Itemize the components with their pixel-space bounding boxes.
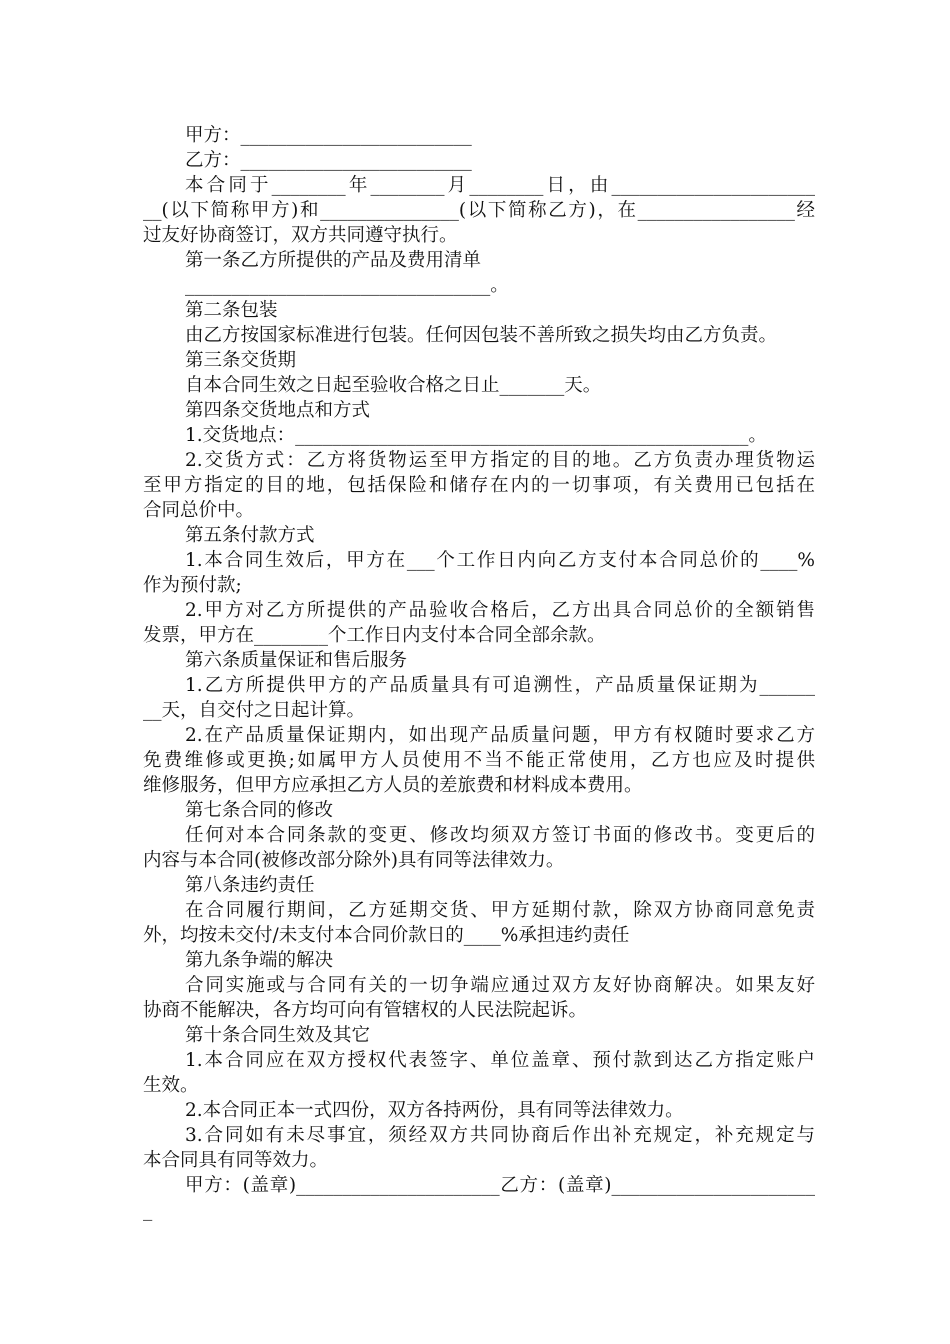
document-line: 内容与本合同(被修改部分除外)具有同等法律效力。: [143, 850, 565, 871]
document-line: 过友好协商签订，双方共同遵守执行。: [143, 225, 458, 246]
document-line: 合同实施或与合同有关的一切争端应通过双方友好协商解决。如果友好: [185, 975, 815, 996]
document-line: 第六条质量保证和售后服务: [185, 650, 408, 671]
document-line: __天，自交付之日起计算。: [143, 700, 366, 721]
document-line: 甲方：(盖章)______________________乙方：(盖章)______________________: [185, 1175, 815, 1196]
document-line: 本合同于________年________月________日，由______________________: [185, 175, 815, 196]
document-line: 自本合同生效之日起至验收合格之日止_______天。: [185, 375, 602, 396]
document-line: 2.甲方对乙方所提供的产品验收合格后，乙方出具合同总价的全额销售: [185, 600, 815, 621]
document-line: _: [143, 1200, 153, 1221]
document-line: 3.合同如有未尽事宜，须经双方共同协商后作出补充规定，补充规定与: [185, 1125, 815, 1146]
document-line: 乙方：_________________________: [185, 150, 472, 171]
document-line: 维修服务，但甲方应承担乙方人员的差旅费和材料成本费用。: [143, 775, 643, 796]
document-line: 第四条交货地点和方式: [185, 400, 371, 421]
document-line: 合同总价中。: [143, 500, 255, 521]
document-line: 2.交货方式：乙方将货物运至甲方指定的目的地。乙方负责办理货物运: [185, 450, 815, 471]
document-line: 外，均按未交付/未支付本合同价款日的____%承担违约责任: [143, 925, 630, 946]
document-line: 2.在产品质量保证期内，如出现产品质量问题，甲方有权随时要求乙方: [185, 725, 815, 746]
contract-document: [143, 123, 815, 1223]
document-line: 第三条交货期: [185, 350, 297, 371]
document-line: 任何对本合同条款的变更、修改均须双方签订书面的修改书。变更后的: [185, 825, 815, 846]
document-line: __(以下简称甲方)和_______________(以下简称乙方)，在_________________经: [143, 200, 815, 221]
document-line: 作为预付款;: [143, 575, 242, 596]
document-line: 本合同具有同等效力。: [143, 1150, 329, 1171]
document-line: 1.本合同应在双方授权代表签字、单位盖章、预付款到达乙方指定账户: [185, 1050, 815, 1071]
document-line: 1.本合同生效后，甲方在___个工作日内向乙方支付本合同总价的____%: [185, 550, 815, 571]
document-line: 第一条乙方所提供的产品及费用清单: [185, 250, 482, 271]
document-line: 发票，甲方在________个工作日内支付本合同全部余款。: [143, 625, 606, 646]
document-line: 免费维修或更换;如属甲方人员使用不当不能正常使用，乙方也应及时提供: [143, 750, 815, 771]
document-line: 2.本合同正本一式四份，双方各持两份，具有同等法律效力。: [185, 1100, 684, 1121]
document-line: 在合同履行期间，乙方延期交货、甲方延期付款，除双方协商同意免责: [185, 900, 815, 921]
document-line: 由乙方按国家标准进行包装。任何因包装不善所致之损失均由乙方负责。: [185, 325, 778, 346]
document-line: _________________________________。: [185, 275, 509, 296]
document-line: 第八条违约责任: [185, 875, 315, 896]
document-line: 1.乙方所提供甲方的产品质量具有可追溯性，产品质量保证期为______: [185, 675, 815, 696]
document-line: 生效。: [143, 1075, 199, 1096]
document-line: 第七条合同的修改: [185, 800, 334, 821]
document-line: 第十条合同生效及其它: [185, 1025, 371, 1046]
document-line: 至甲方指定的目的地，包括保险和储存在内的一切事项，有关费用已包括在: [143, 475, 815, 496]
document-line: 协商不能解决，各方均可向有管辖权的人民法院起诉。: [143, 1000, 588, 1021]
document-line: 1.交货地点：_________________________________________________。: [185, 425, 767, 446]
document-line: 甲方：_________________________: [185, 125, 472, 146]
document-line: 第二条包装: [185, 300, 278, 321]
document-line: 第五条付款方式: [185, 525, 315, 546]
document-line: 第九条争端的解决: [185, 950, 334, 971]
